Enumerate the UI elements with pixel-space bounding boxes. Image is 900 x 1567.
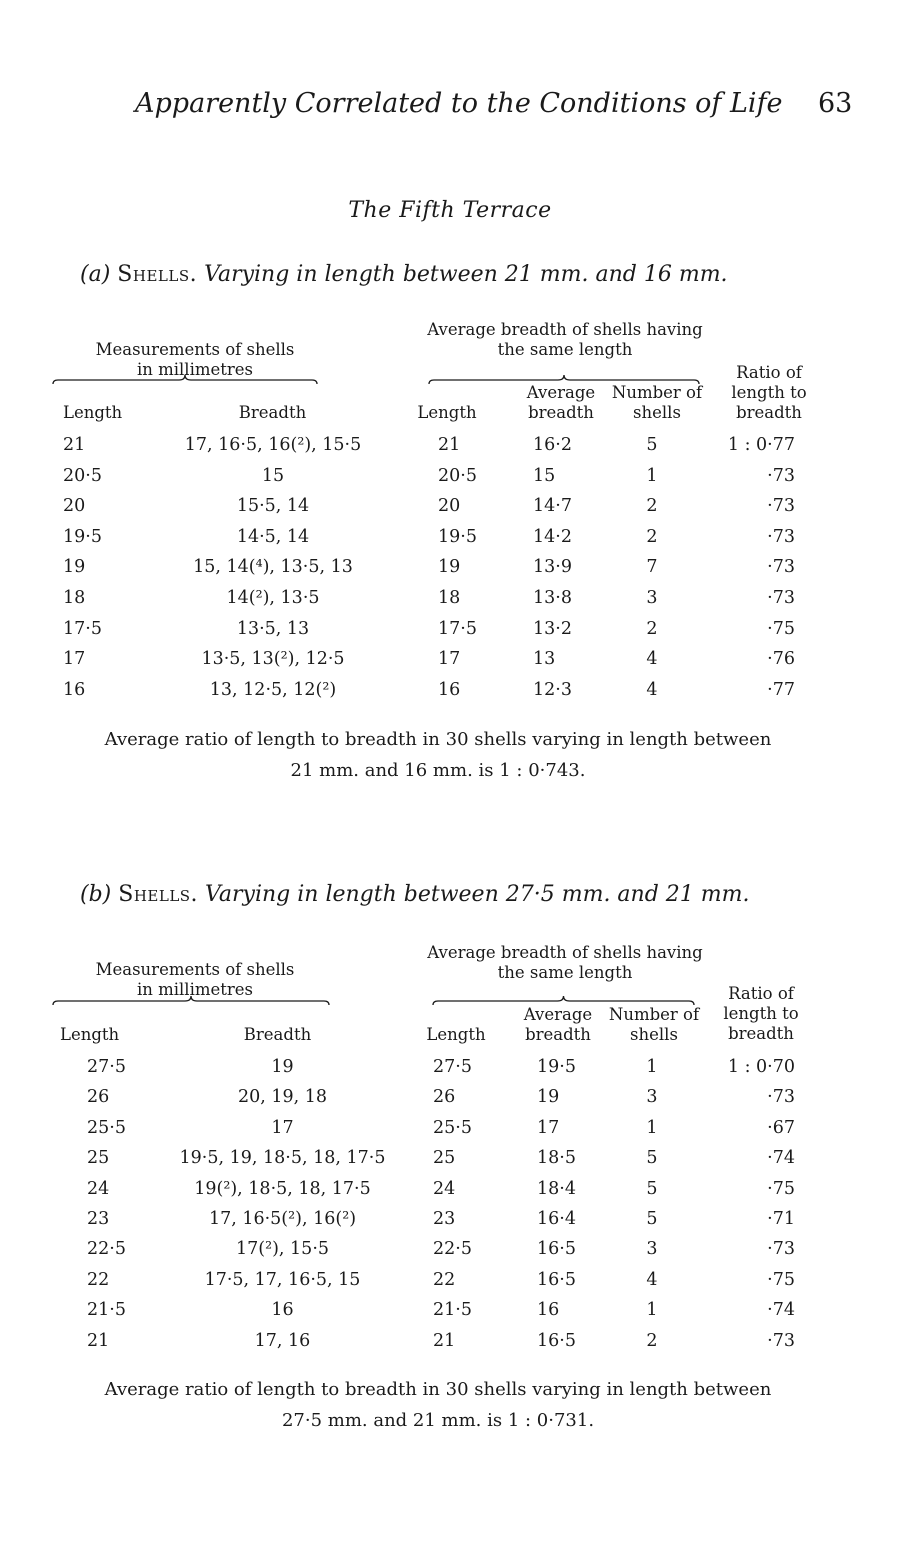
table-cell-num: 5 — [646, 1148, 658, 1168]
table-cell-length: 25·5 — [87, 1118, 126, 1138]
table-cell-ratio: ·73 — [767, 466, 795, 486]
table-cell-breadth: 14(²), 13·5 — [226, 588, 320, 608]
table-cell-breadth: 14·5, 14 — [236, 527, 310, 547]
table-cell-length: 23 — [87, 1209, 110, 1229]
table-cell-num: 2 — [646, 527, 658, 547]
group-header-average-breadth — [405, 320, 725, 360]
col-header-ratio — [726, 363, 812, 423]
table-cell-num: 5 — [646, 1179, 658, 1199]
col-header-breadth: Breadth — [243, 1025, 312, 1044]
table-cell-ratio: ·75 — [767, 619, 795, 639]
table-cell-ratio: ·75 — [767, 1270, 795, 1290]
col-header-average-breadth — [518, 1005, 598, 1045]
table-cell-length2: 17 — [438, 649, 461, 669]
table-cell-breadth: 15, 14(⁴), 13·5, 13 — [193, 557, 353, 577]
table-cell-num: 1 — [646, 1118, 658, 1138]
table-cell-ratio: ·67 — [767, 1118, 795, 1138]
table-cell-breadth: 17 — [271, 1118, 294, 1138]
table-cell-breadth: 13·5, 13 — [236, 619, 310, 639]
table-cell-avg: 13 — [533, 649, 556, 669]
table-cell-length: 25 — [87, 1148, 110, 1168]
table-cell-length2: 26 — [433, 1087, 456, 1107]
table-cell-breadth: 20, 19, 18 — [237, 1087, 328, 1107]
col-header-number-of-shells-line: Number of — [608, 1005, 700, 1024]
table-label: (a) — [80, 262, 111, 287]
table-cell-breadth: 13·5, 13(²), 12·5 — [201, 649, 345, 669]
group-header-average-breadth-line: Average breadth of shells having — [427, 943, 703, 962]
table-cell-ratio: ·77 — [767, 680, 795, 700]
table-cell-ratio: ·73 — [767, 588, 795, 608]
table-cell-ratio: 1 : 0·77 — [727, 435, 795, 455]
group-header-measurements-line: in millimetres — [136, 360, 254, 379]
table-cell-length: 20 — [63, 496, 86, 516]
table-cell-num: 4 — [646, 680, 658, 700]
table-cell-avg: 19 — [537, 1087, 560, 1107]
table-cell-num: 4 — [646, 1270, 658, 1290]
col-header-number-of-shells-line: Number of — [611, 383, 703, 402]
table-cell-breadth: 15·5, 14 — [236, 496, 310, 516]
table-cell-breadth: 17, 16·5(²), 16(²) — [208, 1209, 357, 1229]
group-header-measurements-line: Measurements of shells — [95, 960, 295, 979]
table-cell-avg: 19·5 — [537, 1057, 576, 1077]
group-header-average-breadth-line: the same length — [497, 340, 633, 359]
average-ratio-note: Average ratio of length to breadth in 30 shells varying in length between — [104, 1379, 772, 1400]
average-ratio-note: 27·5 mm. and 21 mm. is 1 : 0·731. — [281, 1410, 595, 1431]
table-cell-avg: 15 — [533, 466, 556, 486]
table-cell-ratio: ·73 — [767, 1331, 795, 1351]
table-cell-num: 1 — [646, 1057, 658, 1077]
group-header-average-breadth-line: Average breadth of shells having — [427, 320, 703, 339]
table-cell-ratio: ·74 — [767, 1300, 795, 1320]
table-cell-length2: 23 — [433, 1209, 456, 1229]
table-cell-length2: 20·5 — [438, 466, 477, 486]
col-header-number-of-shells-line: shells — [630, 1025, 678, 1044]
col-header-number-of-shells-line: shells — [633, 403, 681, 422]
table-cell-ratio: ·73 — [767, 557, 795, 577]
group-header-measurements — [50, 960, 340, 1000]
table-cell-ratio: ·76 — [767, 649, 795, 669]
col-header-ratio-line: Ratio of — [736, 363, 802, 382]
table-cell-length2: 24 — [433, 1179, 456, 1199]
table-cell-num: 3 — [646, 588, 658, 608]
col-header-ratio-line: breadth — [736, 403, 802, 422]
table-cell-length2: 25·5 — [433, 1118, 472, 1138]
table-cell-length2: 21 — [438, 435, 461, 455]
table-cell-length: 17 — [63, 649, 86, 669]
table-cell-length2: 16 — [438, 680, 461, 700]
table-cell-num: 5 — [646, 1209, 658, 1229]
table-cell-length: 22 — [87, 1270, 110, 1290]
table-cell-ratio: ·71 — [767, 1209, 795, 1229]
table-cell-breadth: 19 — [271, 1057, 294, 1077]
table-label: (b) — [80, 882, 112, 907]
brace-measurements — [52, 374, 318, 386]
col-header-length-2: Length — [417, 403, 477, 422]
col-header-average-breadth-line: breadth — [528, 403, 594, 422]
table-cell-breadth: 15 — [261, 466, 285, 486]
table-cell-breadth: 17(²), 15·5 — [235, 1239, 330, 1259]
table-cell-avg: 13·9 — [533, 557, 572, 577]
table-cell-ratio: ·74 — [767, 1148, 795, 1168]
table-cell-avg: 16·4 — [537, 1209, 576, 1229]
col-header-length-2: Length — [426, 1025, 486, 1044]
table-cell-length: 16 — [63, 680, 86, 700]
table-cell-length: 27·5 — [87, 1057, 126, 1077]
table-heading — [80, 882, 750, 907]
average-ratio-note: 21 mm. and 16 mm. is 1 : 0·743. — [290, 760, 586, 781]
col-header-average-breadth-line: Average — [526, 383, 596, 402]
col-header-length: Length — [60, 1025, 120, 1044]
table-cell-num: 2 — [646, 1331, 658, 1351]
table-cell-length2: 22 — [433, 1270, 456, 1290]
table-cell-length: 18 — [63, 588, 86, 608]
col-header-length: Length — [63, 403, 123, 422]
group-header-average-breadth-line: the same length — [497, 963, 633, 982]
group-header-measurements-line: in millimetres — [136, 980, 254, 999]
table-cell-num: 1 — [646, 466, 658, 486]
table-cell-length2: 18 — [438, 588, 461, 608]
col-header-ratio — [716, 984, 806, 1044]
table-cell-length2: 19 — [438, 557, 461, 577]
table-cell-avg: 14·7 — [533, 496, 572, 516]
col-header-average-breadth-line: breadth — [525, 1025, 591, 1044]
col-header-average-breadth — [522, 383, 600, 423]
table-cell-length2: 25 — [433, 1148, 456, 1168]
brace-measurements — [52, 995, 330, 1007]
table-cell-length2: 20 — [438, 496, 461, 516]
table-cell-length: 26 — [87, 1087, 110, 1107]
col-header-average-breadth-line: Average — [523, 1005, 593, 1024]
table-cell-length2: 19·5 — [438, 527, 477, 547]
table-cell-breadth: 19·5, 19, 18·5, 18, 17·5 — [179, 1148, 386, 1168]
col-header-number-of-shells — [604, 1005, 704, 1045]
col-header-ratio-line: breadth — [728, 1024, 794, 1043]
table-description: Varying in length between 27·5 mm. and 21 mm. — [205, 882, 750, 907]
table-heading-word: Shells. — [118, 882, 199, 907]
table-cell-avg: 17 — [537, 1118, 560, 1138]
table-description: Varying in length between 21 mm. and 16 mm. — [204, 262, 728, 287]
average-ratio-note: Average ratio of length to breadth in 30 shells varying in length between — [104, 729, 772, 750]
table-cell-length: 21 — [63, 435, 86, 455]
table-cell-ratio: ·75 — [767, 1179, 795, 1199]
table-cell-avg: 13·2 — [533, 619, 572, 639]
table-cell-avg: 13·8 — [533, 588, 572, 608]
col-header-ratio-line: Ratio of — [728, 984, 794, 1003]
col-header-ratio-line: length to — [731, 383, 807, 402]
col-header-number-of-shells — [606, 383, 708, 423]
table-cell-ratio: ·73 — [767, 1087, 795, 1107]
table-cell-length: 21 — [87, 1331, 110, 1351]
table-cell-avg: 16·5 — [537, 1331, 576, 1351]
table-cell-ratio: ·73 — [767, 1239, 795, 1259]
table-cell-breadth: 17·5, 17, 16·5, 15 — [204, 1270, 361, 1290]
table-cell-length: 19·5 — [63, 527, 102, 547]
table-cell-avg: 16 — [537, 1300, 560, 1320]
table-cell-length: 21·5 — [87, 1300, 126, 1320]
table-heading — [80, 262, 728, 287]
table-cell-length: 20·5 — [63, 466, 102, 486]
table-cell-length2: 17·5 — [438, 619, 477, 639]
table-cell-num: 2 — [646, 619, 658, 639]
table-cell-num: 1 — [646, 1300, 658, 1320]
running-header: Apparently Correlated to the Conditions of Life — [135, 88, 783, 119]
table-cell-length: 19 — [63, 557, 86, 577]
table-cell-num: 5 — [646, 435, 658, 455]
table-cell-avg: 18·5 — [537, 1148, 576, 1168]
table-cell-ratio: ·73 — [767, 496, 795, 516]
table-cell-ratio: ·73 — [767, 527, 795, 547]
table-cell-length2: 21 — [433, 1331, 456, 1351]
table-cell-avg: 14·2 — [533, 527, 572, 547]
table-cell-length2: 22·5 — [433, 1239, 472, 1259]
table-cell-breadth: 17, 16·5, 16(²), 15·5 — [184, 435, 362, 455]
table-cell-breadth: 16 — [271, 1300, 294, 1320]
table-cell-breadth: 19(²), 18·5, 18, 17·5 — [194, 1179, 371, 1199]
table-cell-num: 3 — [646, 1087, 658, 1107]
table-cell-num: 2 — [646, 496, 658, 516]
page-number: 63 — [818, 88, 853, 119]
table-heading-word: Shells. — [117, 262, 198, 287]
table-cell-avg: 16·2 — [533, 435, 572, 455]
table-cell-avg: 16·5 — [537, 1270, 576, 1290]
table-cell-breadth: 13, 12·5, 12(²) — [209, 680, 337, 700]
table-cell-length: 22·5 — [87, 1239, 126, 1259]
table-cell-length: 17·5 — [63, 619, 102, 639]
table-cell-ratio: 1 : 0·70 — [727, 1057, 795, 1077]
table-cell-length2: 21·5 — [433, 1300, 472, 1320]
table-cell-num: 3 — [646, 1239, 658, 1259]
table-cell-breadth: 17, 16 — [254, 1331, 311, 1351]
table-cell-length2: 27·5 — [433, 1057, 472, 1077]
group-header-measurements-line: Measurements of shells — [95, 340, 295, 359]
table-cell-avg: 18·4 — [537, 1179, 576, 1199]
col-header-breadth: Breadth — [238, 403, 307, 422]
table-cell-num: 7 — [646, 557, 658, 577]
table-cell-avg: 16·5 — [537, 1239, 576, 1259]
table-cell-num: 4 — [646, 649, 658, 669]
table-cell-avg: 12·3 — [533, 680, 572, 700]
group-header-average-breadth — [405, 943, 725, 983]
col-header-ratio-line: length to — [723, 1004, 799, 1023]
section-title: The Fifth Terrace — [348, 198, 552, 223]
table-cell-length: 24 — [87, 1179, 110, 1199]
